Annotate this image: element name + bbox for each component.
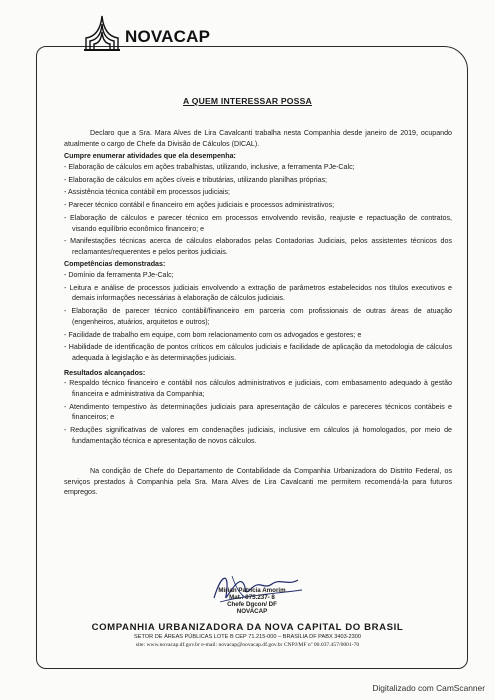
list-item: - Parecer técnico contábil e financeiro em ações judiciais e processos administrativos; (64, 201, 335, 210)
list-item: - Elaboração de cálculos em ações cíveis e tributárias, utilizando planilhas próprias; (64, 175, 327, 184)
list-item: - Elaboração de cálculos em ações trabalhistas, utilizando, inclusive, a ferramenta PJe-Calc; (64, 162, 355, 171)
section-title-activities: Cumpre enumerar atividades que ela desempenha: (64, 152, 236, 161)
signature-block (217, 587, 287, 615)
activities-list (64, 162, 452, 258)
list-item: - Manifestações técnicas acerca de cálculos elaborados pelas Contadorias Judiciais, pelos assistentes técnicos dos reclamantes/requerentes e pelos peritos judiciais. (64, 237, 452, 256)
results-list (64, 378, 452, 446)
list-item: - Domínio da ferramenta PJe-Calc; (64, 271, 174, 280)
competencies-list (64, 270, 452, 364)
novacap-logo-icon (82, 12, 122, 52)
section-title-competencies: Competências demonstradas: (64, 260, 166, 269)
list-item: - Habilidade de identificação de pontos críticos em cálculos judiciais e facilidade de aplicação da metodologia de cálculos adequada à legislação e às determinações judiciais. (64, 343, 452, 362)
section-title-results: Resultados alcançados: (64, 368, 146, 377)
signatory-name: Mirian Patricia Amorim (218, 587, 286, 594)
signatory-org: NOVACAP (236, 608, 268, 615)
signatory-mat: Mat.: 975.237- 8 (229, 594, 275, 601)
footer-contact: site: www.novacap.df.gov.br e-mail: novacap@novacap.df.gov.br CNPJ/MF nº 00.037.457/0001-70 (135, 642, 360, 648)
logo-text: NOVACAP (125, 27, 211, 46)
list-item: - Assistência técnica contábil em processos judiciais; (64, 188, 230, 197)
list-item: - Facilidade de trabalho em equipe, com bom relacionamento com os advogados e gestores; e (64, 330, 362, 339)
list-item: - Reduções significativas de valores em condenações judiciais, inclusive em cálculos já homologados, por meio de fundamentação técnica e apresentação de novos cálculos. (64, 425, 452, 445)
list-item: - Elaboração de parecer técnico contábil/financeiro em parceria com profissionais de outras áreas de atuação (engenheiros, atuários, arquitetos e outros); (64, 307, 452, 326)
list-item: - Respaldo técnico financeiro e contábil nos cálculos administrativos e judiciais, com embasamento adequado à gestão financeira e administrativa da Companhia; (64, 379, 452, 398)
intro-paragraph: Declaro que a Sra. Mara Alves de Lira Cavalcanti trabalha nesta Companhia desde janeiro de 2019, ocupando atualmente o cargo de Chefe da Divisão de Cálculos (DICAL). (64, 129, 452, 148)
list-item: - Elaboração de cálculos e parecer técnico em processos envolvendo revisão, reajuste e repactuação de contratos, visando equilíbrio econômico financeiro; e (64, 213, 452, 233)
document-heading: A QUEM INTERESSAR POSSA (183, 96, 312, 106)
footer-company: COMPANHIA URBANIZADORA DA NOVA CAPITAL DO BRASIL (91, 622, 404, 633)
list-item: - Atendimento tempestivo às determinações judiciais para apresentação de cálculos e pareceres técnicos contábeis e financeiros; e (64, 402, 452, 422)
letterhead-logo (82, 12, 210, 52)
footer-address: SETOR DE ÁREAS PÚBLICAS LOTE B CEP 71.215-000 – BRASÍLIA DF PABX 3403-2300 (134, 634, 361, 640)
closing-paragraph: Na condição de Chefe do Departamento de Contabilidade da Companhia Urbanizadora do Distrito Federal, os serviços prestados à Companhia pela Sra. Mara Alves de Lira Cavalcanti me permitem recomendá-la para futuros empregos. (64, 467, 452, 497)
letter-body (64, 128, 452, 498)
signatory-role: Chefe Dgcon/ DF (227, 601, 277, 608)
list-item: - Leitura e análise de processos judiciais envolvendo a extração de parâmetros estabelecidos nos títulos executivos e demais informações necessárias à elaboração de cálculos judiciais. (64, 283, 452, 303)
scanner-watermark: Digitalizado com CamScanner (372, 683, 485, 693)
